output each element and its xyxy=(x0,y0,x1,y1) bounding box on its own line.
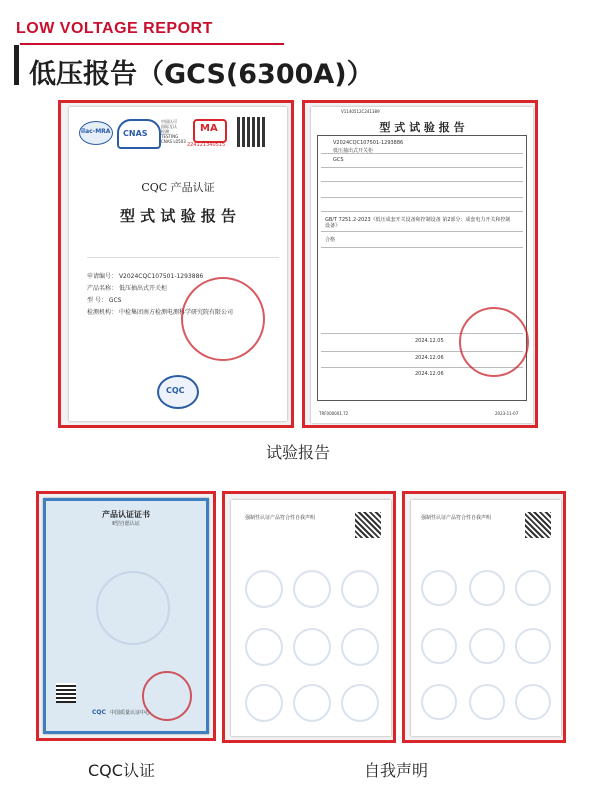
watermark-icon xyxy=(341,684,379,722)
watermark-icon xyxy=(515,628,551,664)
report-cover-frame xyxy=(58,100,294,428)
cqc-watermark-icon xyxy=(96,571,170,645)
ma-logo-text: MA xyxy=(200,123,218,134)
watermark-icon xyxy=(469,570,505,606)
report-detail-title: 型 式 试 验 报 告 xyxy=(379,121,465,134)
cqc-cert-page[interactable] xyxy=(43,498,209,734)
watermark-icon xyxy=(245,684,283,722)
caption-self-declaration: 自我声明 xyxy=(364,761,429,780)
table-row xyxy=(321,197,523,198)
watermark-icon xyxy=(515,570,551,606)
cert-subtitle: Ⅱ型自愿认证 xyxy=(112,521,140,527)
cert-title: 产品认证证书 xyxy=(102,509,150,519)
declaration-title: 强制性认证产品符合性自我声明 xyxy=(245,515,316,521)
model-line: 型 号： GCS xyxy=(87,297,122,304)
declaration-title: 强制性认证产品符合性自我声明 xyxy=(421,515,492,521)
apply-no-line: 申请编号： V2024CQC107501-1293886 xyxy=(87,273,204,280)
declaration-frame-1 xyxy=(222,491,396,743)
report-product: 低压抽出式开关柜 xyxy=(333,148,374,154)
declaration-frame-2 xyxy=(402,491,566,743)
header-subtitle: LOW VOLTAGE REPORT xyxy=(16,20,213,37)
report-number: V2024CQC107501-1293886 xyxy=(333,140,404,146)
watermark-icon xyxy=(421,684,457,720)
red-seal-stamp xyxy=(181,277,265,361)
report-date: 2024.12.06 xyxy=(415,355,444,361)
watermark-icon xyxy=(245,628,283,666)
watermark-icon xyxy=(293,570,331,608)
cover-cqc-title: CQC 产品认证 xyxy=(141,181,215,194)
header-accent-bar xyxy=(14,45,19,85)
declaration-page-1[interactable] xyxy=(231,500,391,736)
table-row xyxy=(321,181,523,182)
watermark-icon xyxy=(341,628,379,666)
ilac-logo-text: ilac-MRA xyxy=(81,128,111,135)
watermark-icon xyxy=(293,684,331,722)
header-divider xyxy=(20,43,284,45)
watermark-icon xyxy=(245,570,283,608)
watermark-icon xyxy=(341,570,379,608)
table-row xyxy=(321,247,523,248)
watermark-icon xyxy=(421,628,457,664)
qr-code-icon xyxy=(525,512,551,538)
cert-org: 中国质量认证中心 xyxy=(110,710,151,716)
red-seal-stamp xyxy=(459,307,529,377)
report-model: GCS xyxy=(333,157,344,163)
caption-cqc: CQC认证 xyxy=(88,761,155,780)
qr-code-icon xyxy=(237,117,267,147)
report-cover-page[interactable] xyxy=(69,107,287,421)
report-conclusion: 合格 xyxy=(325,237,336,243)
table-row xyxy=(321,167,523,168)
watermark-icon xyxy=(515,684,551,720)
page-title: 低压报告（GCS(6300A)） xyxy=(29,59,374,90)
cnas-info: 中国认可 国际互认 检测 TESTING CNAS L0503 xyxy=(161,119,186,144)
report-detail-page[interactable] xyxy=(311,107,533,423)
product-line: 产品名称： 低压抽出式开关柜 xyxy=(87,285,167,292)
watermark-icon xyxy=(421,570,457,606)
cover-report-title: 型 式 试 验 报 告 xyxy=(119,207,237,225)
cnas-logo-text: CNAS xyxy=(123,129,148,138)
report-footer-date: 2023-11-07 xyxy=(495,411,519,416)
table-row xyxy=(321,211,523,212)
checkbox-row xyxy=(87,257,279,258)
ma-number: 224121340515 xyxy=(187,142,226,148)
report-standard: GB/T 7251.2-2023《低压成套开关设备和控制设备 第2部分：成套电力开关和控制设备》 xyxy=(325,217,511,229)
lab-line: 检测机构： 中检集团南方检测电测科学研究院有限公司 xyxy=(87,309,233,316)
cqc-logo-text: CQC xyxy=(166,386,185,395)
watermark-icon xyxy=(293,628,331,666)
caption-test-report: 试验报告 xyxy=(266,443,331,462)
table-row xyxy=(321,231,523,232)
cqc-logo-text: CQC xyxy=(92,709,106,716)
watermark-icon xyxy=(469,628,505,664)
cqc-cert-frame xyxy=(36,491,216,741)
report-detail-frame xyxy=(302,100,538,428)
report-footer-code: TRF000001.72 xyxy=(319,411,349,416)
qr-code-icon xyxy=(56,683,76,703)
qr-code-icon xyxy=(355,512,381,538)
report-date: 2024.12.06 xyxy=(415,371,444,377)
report-date: 2024.12.05 xyxy=(415,338,444,344)
report-header-number: V1140512C241389 xyxy=(341,109,380,114)
watermark-icon xyxy=(469,684,505,720)
declaration-page-2[interactable] xyxy=(411,500,561,736)
